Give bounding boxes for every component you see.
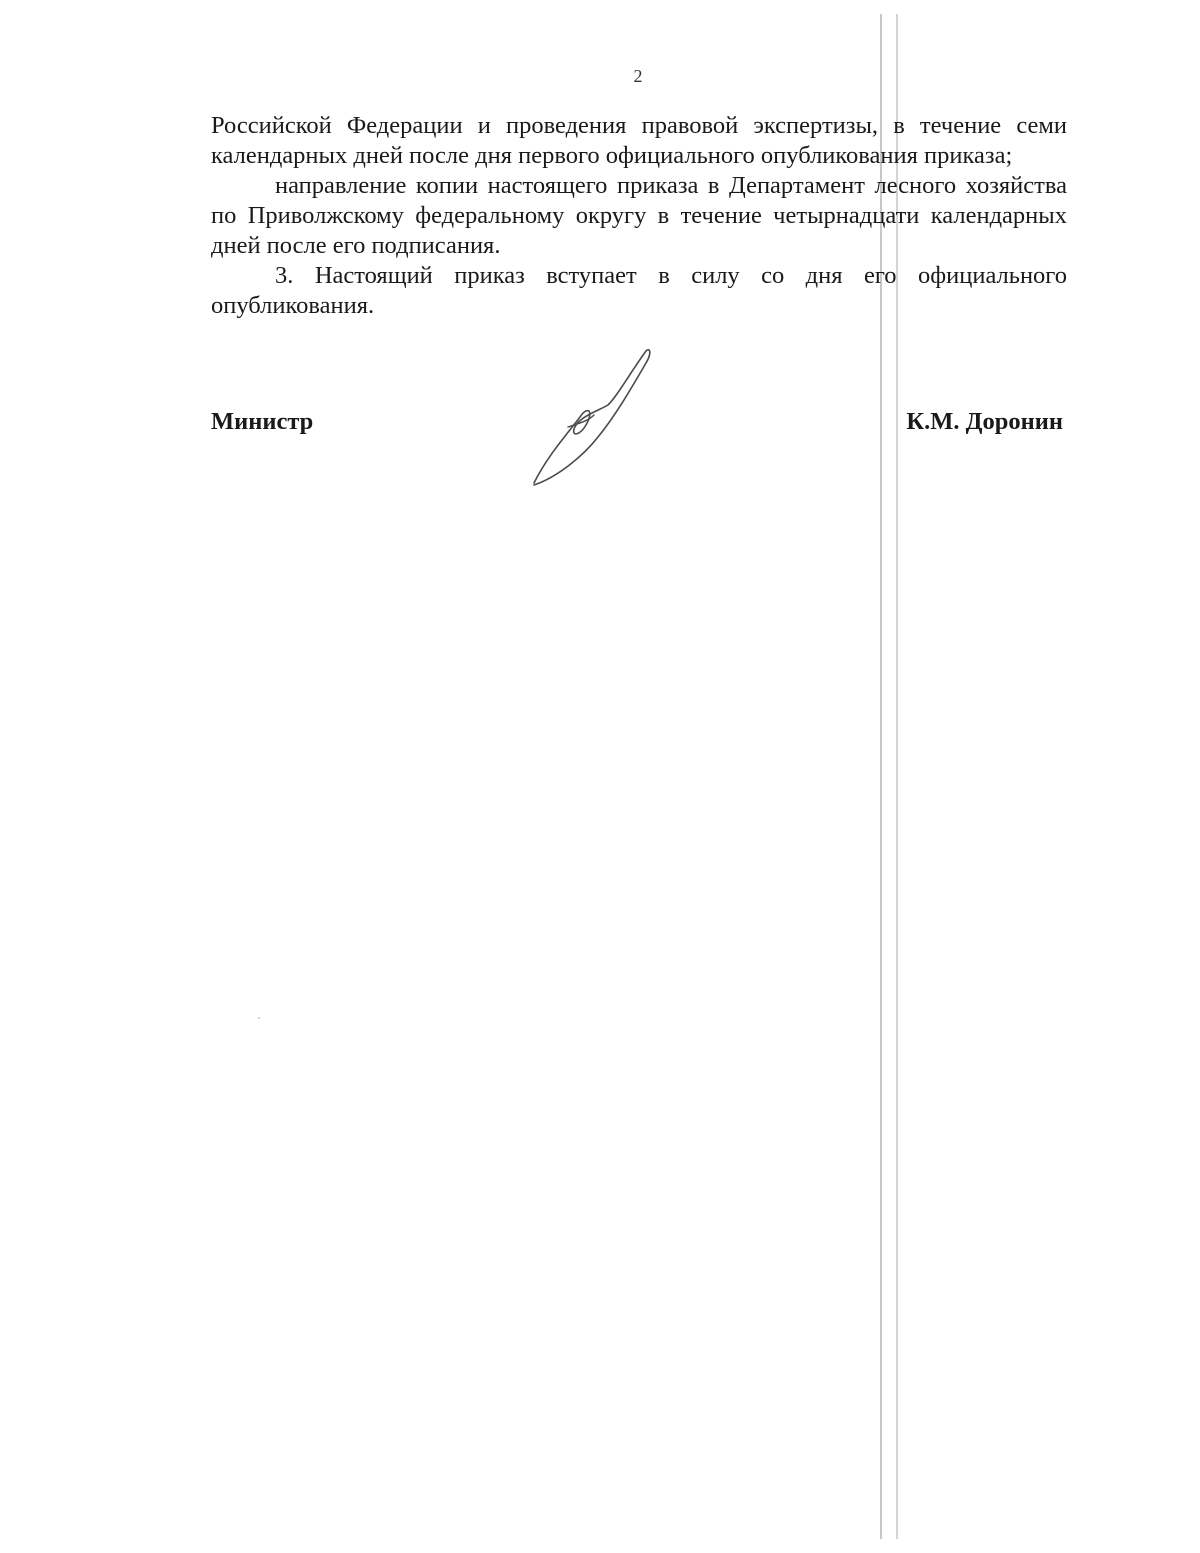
page-number: 2 (633, 66, 643, 86)
signature-block (211, 408, 1067, 448)
paragraph-copy-direction: направление копии настоящего приказа в Департамент лесного хозяйства по Приволжскому федеральному округу в течение четырнадцати календарных дней после его подписания. (211, 172, 1067, 259)
signer-name: К.М. Доронин (906, 408, 1063, 435)
scan-artifact-dot (258, 1017, 260, 1019)
signer-position: Министр (211, 408, 314, 435)
document-body (211, 111, 1067, 321)
paragraph-effective-date: 3. Настоящий приказ вступает в силу со дня его официального опубликования. (211, 262, 1067, 319)
paragraph-continuation: Российской Федерации и проведения правовой экспертизы, в течение семи календарных дней после дня первого официального опубликования приказа; (211, 112, 1067, 169)
